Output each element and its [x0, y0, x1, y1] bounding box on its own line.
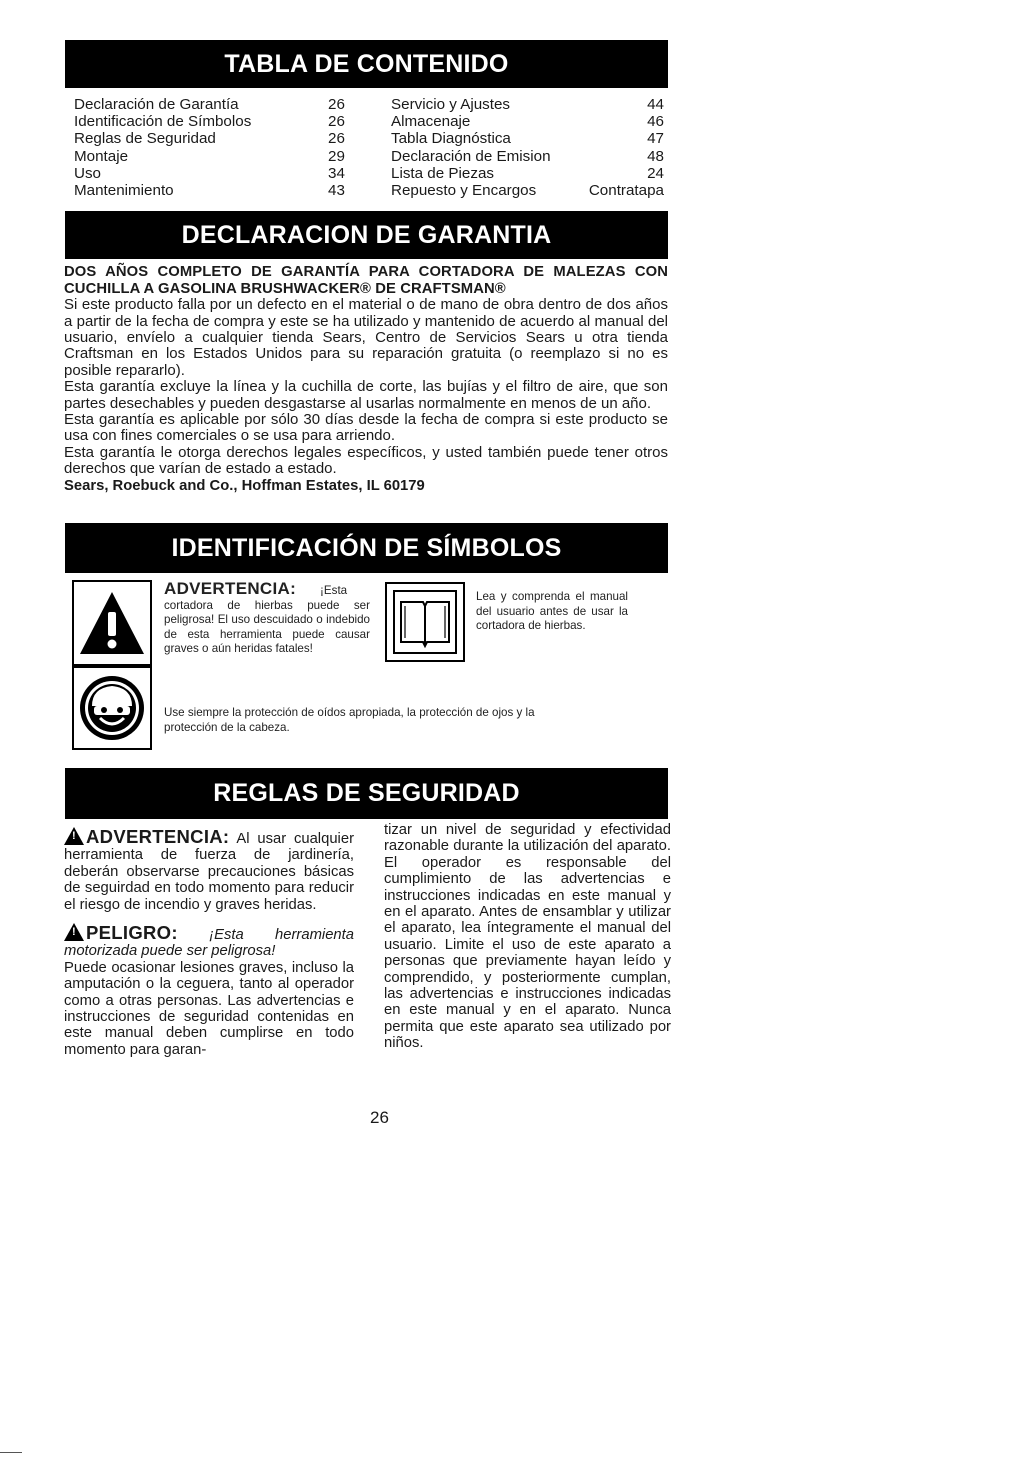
toc-right-item: Servicio y Ajustes	[391, 96, 511, 113]
warranty-paragraph: Esta garantía le otorga derechos legales específicos, y usted también puede tener otros derechos que varían de estado a estado.	[64, 443, 668, 478]
toc-right-page: 24	[647, 164, 664, 182]
adv-label: ADVERTENCIA:	[86, 826, 230, 847]
warning-lead: ¡Esta	[320, 584, 348, 597]
warning-label: ADVERTENCIA:	[164, 579, 297, 598]
toc-left-item: Identificación de Símbolos	[74, 113, 252, 131]
crop-mark	[0, 1452, 22, 1453]
toc-right-item: Repuesto y Encargos	[391, 181, 537, 199]
warning-description: cortadora de hierbas puede ser peligrosa! El uso descuidado o indebido de esta herramienta puede causar graves o aún heridas fatales!	[164, 598, 370, 656]
toc-row	[74, 165, 666, 182]
danger-label: PELIGRO:	[86, 922, 178, 944]
danger-text: Puede ocasionar lesiones graves, incluso la amputación o la ceguera, tanto al operador como a otras personas. Las advertencias e instrucciones de seguridad contenidas en este manual deben cumplirse en todo momento para garan-	[64, 959, 354, 1058]
book-symbol-text: Lea y comprenda el manual del usuario antes de usar la cortadora de hierbas.	[476, 590, 628, 633]
warranty-section	[64, 264, 668, 494]
toc-left-item: Montaje	[74, 147, 129, 165]
toc-left-item: Uso	[74, 164, 102, 182]
warning-symbol-text	[164, 579, 370, 657]
protection-symbol-text: Use siempre la protección de oídos apropiada, la protección de ojos y la protección de la cabeza.	[164, 706, 535, 734]
toc-title: TABLA DE CONTENIDO	[224, 49, 509, 78]
toc-row	[74, 130, 666, 147]
toc-left-item: Reglas de Seguridad	[74, 130, 216, 148]
toc-left-item: Declaración de Garantía	[74, 96, 239, 113]
toc-row	[74, 96, 666, 113]
toc-right-page: 47	[647, 130, 664, 148]
toc-right-item: Almacenaje	[391, 113, 471, 131]
safety-title: REGLAS DE SEGURIDAD	[213, 779, 520, 807]
danger-italic: ¡Esta herramienta motorizada puede ser peligrosa!	[64, 927, 354, 960]
symbols-title-bar	[65, 523, 668, 573]
toc-right-page: 48	[647, 147, 664, 165]
toc-title-bar	[65, 40, 668, 88]
toc-left-page: 26	[328, 130, 345, 148]
toc-list	[74, 96, 666, 199]
warranty-title: DECLARACION DE GARANTIA	[181, 220, 552, 249]
book-icon	[387, 584, 463, 660]
symbols-title: IDENTIFICACIÓN DE SÍMBOLOS	[171, 533, 562, 562]
protection-symbol-box	[72, 666, 152, 750]
toc-right-page: 44	[647, 96, 664, 113]
toc-left-page: 29	[328, 147, 345, 165]
warranty-paragraph: Si este producto falla por un defecto en el material o de mano de obra dentro de dos años a partir de la fecha de compra y este se ha utilizado y mantenido de acuerdo al manual del usuario, envíelo a cualquier tienda Sears, Centro de Servicios Sears u otra tienda Craftsman en los Estados Unidos para su reparación gratuita (o reemplazo si no es posible repararlo).	[64, 296, 668, 379]
warranty-paragraph: Esta garantía es aplicable por sólo 30 días desde la fecha de compra si este producto se usa con fines comerciales o se usa para arriendo.	[64, 411, 668, 445]
warranty-heading: DOS AÑOS COMPLETO DE GARANTÍA PARA CORTADORA DE MALEZAS CON CUCHILLA A GASOLINA BRUSHWACKER® DE CRAFTSMAN®	[64, 264, 668, 297]
warning-triangle-icon	[64, 923, 84, 941]
toc-right-item: Declaración de Emision	[391, 147, 551, 165]
toc-left-item: Mantenimiento	[74, 181, 174, 199]
warning-triangle-icon	[64, 827, 84, 845]
toc-left-page: 43	[328, 181, 345, 199]
toc-right-item: Tabla Diagnóstica	[391, 130, 511, 148]
book-symbol-box	[385, 582, 465, 662]
toc-row	[74, 182, 666, 199]
toc-row	[74, 148, 666, 165]
toc-left-page: 34	[328, 164, 345, 182]
warranty-address: Sears, Roebuck and Co., Hoffman Estates, IL 60179	[64, 477, 425, 494]
safety-right-column	[384, 822, 671, 1052]
warranty-paragraph: Esta garantía excluye la línea y la cuchilla de corte, las bujías y el filtro de aire, que son partes desechables y pueden desgastarse al usarlas normalmente en menos de un año.	[64, 378, 668, 412]
warranty-title-bar	[65, 211, 668, 259]
toc-left-page: 26	[328, 96, 345, 113]
adv-text: Al usar cualquier herramienta de fuerza de jardinería, deberán observarse precauciones básicas de seguirdad en todo momento para reducir el riesgo de incendio y graves heridas.	[64, 831, 354, 913]
safety-title-bar	[65, 768, 668, 819]
page-number: 26	[370, 1108, 389, 1127]
toc-right-item: Lista de Piezas	[391, 164, 494, 182]
warning-triangle-icon	[74, 582, 150, 664]
safety-right-text: tizar un nivel de seguridad y efectividad razonable durante la utilización del aparato. El operador es responsable del cumplimiento de las advertencias e instrucciones indicadas en este manual y en el aparato. Antes de ensamblar y utilizar el aparato, lea íntegramente el manual del usuario. Limite el uso de este aparato a personas que previamente hayan leído y comprendido, y posteriormente cumplan, las advertencias e instrucciones indicadas en este manual y en el aparato. Nunca permita que este aparato sea utilizado por niños.	[384, 822, 671, 1052]
warning-symbol-box	[72, 580, 152, 666]
toc-row	[74, 113, 666, 130]
helmet-icon	[74, 668, 150, 748]
toc-right-page: Contratapa	[588, 181, 664, 199]
safety-danger-paragraph	[64, 923, 354, 960]
toc-left-page: 26	[328, 113, 345, 131]
safety-left-column	[64, 827, 354, 1058]
toc-right-page: 46	[647, 113, 664, 131]
safety-warning-paragraph	[64, 827, 354, 913]
